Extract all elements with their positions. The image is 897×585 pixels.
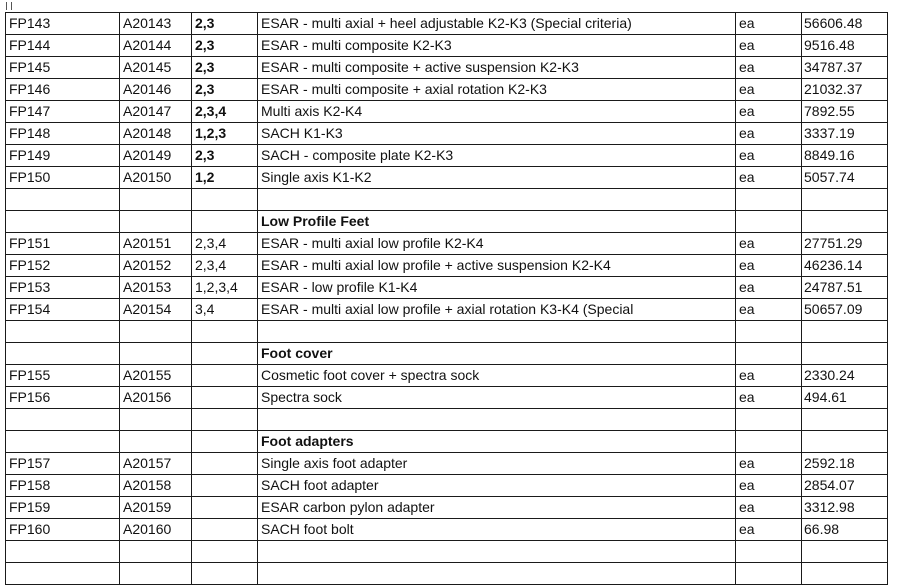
reference-code-cell: A20149	[120, 145, 192, 167]
empty-cell	[120, 409, 192, 431]
activity-levels-cell	[192, 519, 258, 541]
empty-cell	[736, 563, 802, 585]
empty-cell	[6, 321, 120, 343]
price-cell: 2330.24	[802, 365, 888, 387]
empty-cell	[6, 343, 120, 365]
description-cell: ESAR - multi composite K2-K3	[258, 35, 736, 57]
unit-cell: ea	[736, 101, 802, 123]
unit-cell: ea	[736, 167, 802, 189]
description-cell: SACH - composite plate K2-K3	[258, 145, 736, 167]
item-code-cell: FP152	[6, 255, 120, 277]
unit-cell: ea	[736, 255, 802, 277]
description-cell: Spectra sock	[258, 387, 736, 409]
table-row	[6, 57, 888, 79]
price-cell: 46236.14	[802, 255, 888, 277]
empty-cell	[736, 343, 802, 365]
price-cell: 5057.74	[802, 167, 888, 189]
table-row	[6, 79, 888, 101]
empty-cell	[802, 321, 888, 343]
activity-levels-cell: 1,2,3,4	[192, 277, 258, 299]
activity-levels-cell: 1,2	[192, 167, 258, 189]
price-cell: 2854.07	[802, 475, 888, 497]
empty-cell	[192, 189, 258, 211]
description-cell: ESAR - multi axial + heel adjustable K2-K3 (Special criteria)	[258, 13, 736, 35]
price-cell: 21032.37	[802, 79, 888, 101]
price-cell: 50657.09	[802, 299, 888, 321]
unit-cell: ea	[736, 79, 802, 101]
table-row	[6, 453, 888, 475]
table-row	[6, 365, 888, 387]
item-code-cell: FP156	[6, 387, 120, 409]
unit-cell: ea	[736, 35, 802, 57]
item-code-cell: FP151	[6, 233, 120, 255]
empty-cell	[6, 211, 120, 233]
item-code-cell: FP150	[6, 167, 120, 189]
item-code-cell: FP148	[6, 123, 120, 145]
unit-cell: ea	[736, 299, 802, 321]
description-cell: SACH K1-K3	[258, 123, 736, 145]
activity-levels-cell: 1,2,3	[192, 123, 258, 145]
scan-mark	[6, 2, 12, 10]
empty-cell	[258, 541, 736, 563]
empty-cell	[192, 431, 258, 453]
blank-row	[6, 321, 888, 343]
description-cell: SACH foot bolt	[258, 519, 736, 541]
activity-levels-cell: 2,3	[192, 13, 258, 35]
reference-code-cell: A20155	[120, 365, 192, 387]
price-cell: 494.61	[802, 387, 888, 409]
unit-cell: ea	[736, 277, 802, 299]
empty-cell	[258, 189, 736, 211]
item-code-cell: FP145	[6, 57, 120, 79]
price-cell: 24787.51	[802, 277, 888, 299]
empty-cell	[120, 563, 192, 585]
table-row	[6, 233, 888, 255]
reference-code-cell: A20150	[120, 167, 192, 189]
description-cell: Single axis foot adapter	[258, 453, 736, 475]
item-code-cell: FP147	[6, 101, 120, 123]
table-row	[6, 299, 888, 321]
activity-levels-cell: 3,4	[192, 299, 258, 321]
empty-cell	[802, 211, 888, 233]
table-row	[6, 13, 888, 35]
reference-code-cell: A20157	[120, 453, 192, 475]
empty-cell	[258, 409, 736, 431]
description-cell: SACH foot adapter	[258, 475, 736, 497]
reference-code-cell: A20151	[120, 233, 192, 255]
table-row	[6, 497, 888, 519]
activity-levels-cell: 2,3,4	[192, 101, 258, 123]
blank-row	[6, 541, 888, 563]
item-code-cell: FP155	[6, 365, 120, 387]
item-code-cell: FP144	[6, 35, 120, 57]
item-code-cell: FP154	[6, 299, 120, 321]
section-header-row	[6, 431, 888, 453]
item-code-cell: FP158	[6, 475, 120, 497]
unit-cell: ea	[736, 453, 802, 475]
price-cell: 56606.48	[802, 13, 888, 35]
reference-code-cell: A20158	[120, 475, 192, 497]
section-title: Foot adapters	[258, 431, 736, 453]
table-row	[6, 475, 888, 497]
empty-cell	[192, 321, 258, 343]
unit-cell: ea	[736, 13, 802, 35]
table-row	[6, 101, 888, 123]
reference-code-cell: A20153	[120, 277, 192, 299]
empty-cell	[120, 321, 192, 343]
section-title: Low Profile Feet	[258, 211, 736, 233]
unit-cell: ea	[736, 497, 802, 519]
table-row	[6, 255, 888, 277]
empty-cell	[736, 431, 802, 453]
price-cell: 9516.48	[802, 35, 888, 57]
activity-levels-cell	[192, 365, 258, 387]
item-code-cell: FP153	[6, 277, 120, 299]
item-code-cell: FP159	[6, 497, 120, 519]
empty-cell	[736, 541, 802, 563]
empty-cell	[736, 409, 802, 431]
unit-cell: ea	[736, 519, 802, 541]
unit-cell: ea	[736, 57, 802, 79]
price-cell: 66.98	[802, 519, 888, 541]
unit-cell: ea	[736, 365, 802, 387]
reference-code-cell: A20143	[120, 13, 192, 35]
empty-cell	[802, 563, 888, 585]
empty-cell	[802, 431, 888, 453]
empty-cell	[6, 409, 120, 431]
price-table	[5, 12, 888, 585]
activity-levels-cell	[192, 475, 258, 497]
activity-levels-cell	[192, 387, 258, 409]
empty-cell	[192, 409, 258, 431]
empty-cell	[192, 211, 258, 233]
reference-code-cell: A20145	[120, 57, 192, 79]
item-code-cell: FP157	[6, 453, 120, 475]
empty-cell	[120, 541, 192, 563]
empty-cell	[192, 541, 258, 563]
empty-cell	[802, 189, 888, 211]
activity-levels-cell: 2,3	[192, 145, 258, 167]
table-row	[6, 277, 888, 299]
price-cell: 8849.16	[802, 145, 888, 167]
price-cell: 3312.98	[802, 497, 888, 519]
reference-code-cell: A20156	[120, 387, 192, 409]
activity-levels-cell	[192, 453, 258, 475]
table-row	[6, 35, 888, 57]
empty-cell	[736, 211, 802, 233]
description-cell: ESAR - multi composite + axial rotation K2-K3	[258, 79, 736, 101]
section-header-row	[6, 211, 888, 233]
description-cell: Cosmetic foot cover + spectra sock	[258, 365, 736, 387]
activity-levels-cell: 2,3	[192, 79, 258, 101]
blank-row	[6, 563, 888, 585]
blank-row	[6, 409, 888, 431]
description-cell: ESAR carbon pylon adapter	[258, 497, 736, 519]
item-code-cell: FP160	[6, 519, 120, 541]
activity-levels-cell	[192, 497, 258, 519]
price-cell: 34787.37	[802, 57, 888, 79]
reference-code-cell: A20152	[120, 255, 192, 277]
unit-cell: ea	[736, 233, 802, 255]
description-cell: ESAR - multi composite + active suspension K2-K3	[258, 57, 736, 79]
table-row	[6, 387, 888, 409]
reference-code-cell: A20148	[120, 123, 192, 145]
activity-levels-cell: 2,3	[192, 35, 258, 57]
table-row	[6, 167, 888, 189]
empty-cell	[6, 563, 120, 585]
reference-code-cell: A20159	[120, 497, 192, 519]
unit-cell: ea	[736, 387, 802, 409]
empty-cell	[120, 189, 192, 211]
empty-cell	[120, 431, 192, 453]
item-code-cell: FP149	[6, 145, 120, 167]
description-cell: Single axis K1-K2	[258, 167, 736, 189]
reference-code-cell: A20147	[120, 101, 192, 123]
activity-levels-cell: 2,3,4	[192, 233, 258, 255]
description-cell: Multi axis K2-K4	[258, 101, 736, 123]
description-cell: ESAR - multi axial low profile + axial rotation K3-K4 (Special	[258, 299, 736, 321]
empty-cell	[6, 431, 120, 453]
unit-cell: ea	[736, 123, 802, 145]
price-cell: 2592.18	[802, 453, 888, 475]
empty-cell	[120, 343, 192, 365]
description-cell: ESAR - multi axial low profile K2-K4	[258, 233, 736, 255]
reference-code-cell: A20154	[120, 299, 192, 321]
table-row	[6, 145, 888, 167]
empty-cell	[736, 189, 802, 211]
price-table-body	[6, 13, 888, 585]
empty-cell	[6, 189, 120, 211]
reference-code-cell: A20144	[120, 35, 192, 57]
empty-cell	[736, 321, 802, 343]
empty-cell	[192, 563, 258, 585]
empty-cell	[6, 541, 120, 563]
empty-cell	[192, 343, 258, 365]
unit-cell: ea	[736, 475, 802, 497]
section-title: Foot cover	[258, 343, 736, 365]
price-cell: 3337.19	[802, 123, 888, 145]
activity-levels-cell: 2,3,4	[192, 255, 258, 277]
table-row	[6, 123, 888, 145]
unit-cell: ea	[736, 145, 802, 167]
section-header-row	[6, 343, 888, 365]
blank-row	[6, 189, 888, 211]
activity-levels-cell: 2,3	[192, 57, 258, 79]
item-code-cell: FP146	[6, 79, 120, 101]
empty-cell	[258, 321, 736, 343]
empty-cell	[120, 211, 192, 233]
item-code-cell: FP143	[6, 13, 120, 35]
price-cell: 27751.29	[802, 233, 888, 255]
price-cell: 7892.55	[802, 101, 888, 123]
table-row	[6, 519, 888, 541]
empty-cell	[802, 343, 888, 365]
description-cell: ESAR - multi axial low profile + active suspension K2-K4	[258, 255, 736, 277]
empty-cell	[802, 541, 888, 563]
reference-code-cell: A20160	[120, 519, 192, 541]
empty-cell	[258, 563, 736, 585]
description-cell: ESAR - low profile K1-K4	[258, 277, 736, 299]
reference-code-cell: A20146	[120, 79, 192, 101]
empty-cell	[802, 409, 888, 431]
